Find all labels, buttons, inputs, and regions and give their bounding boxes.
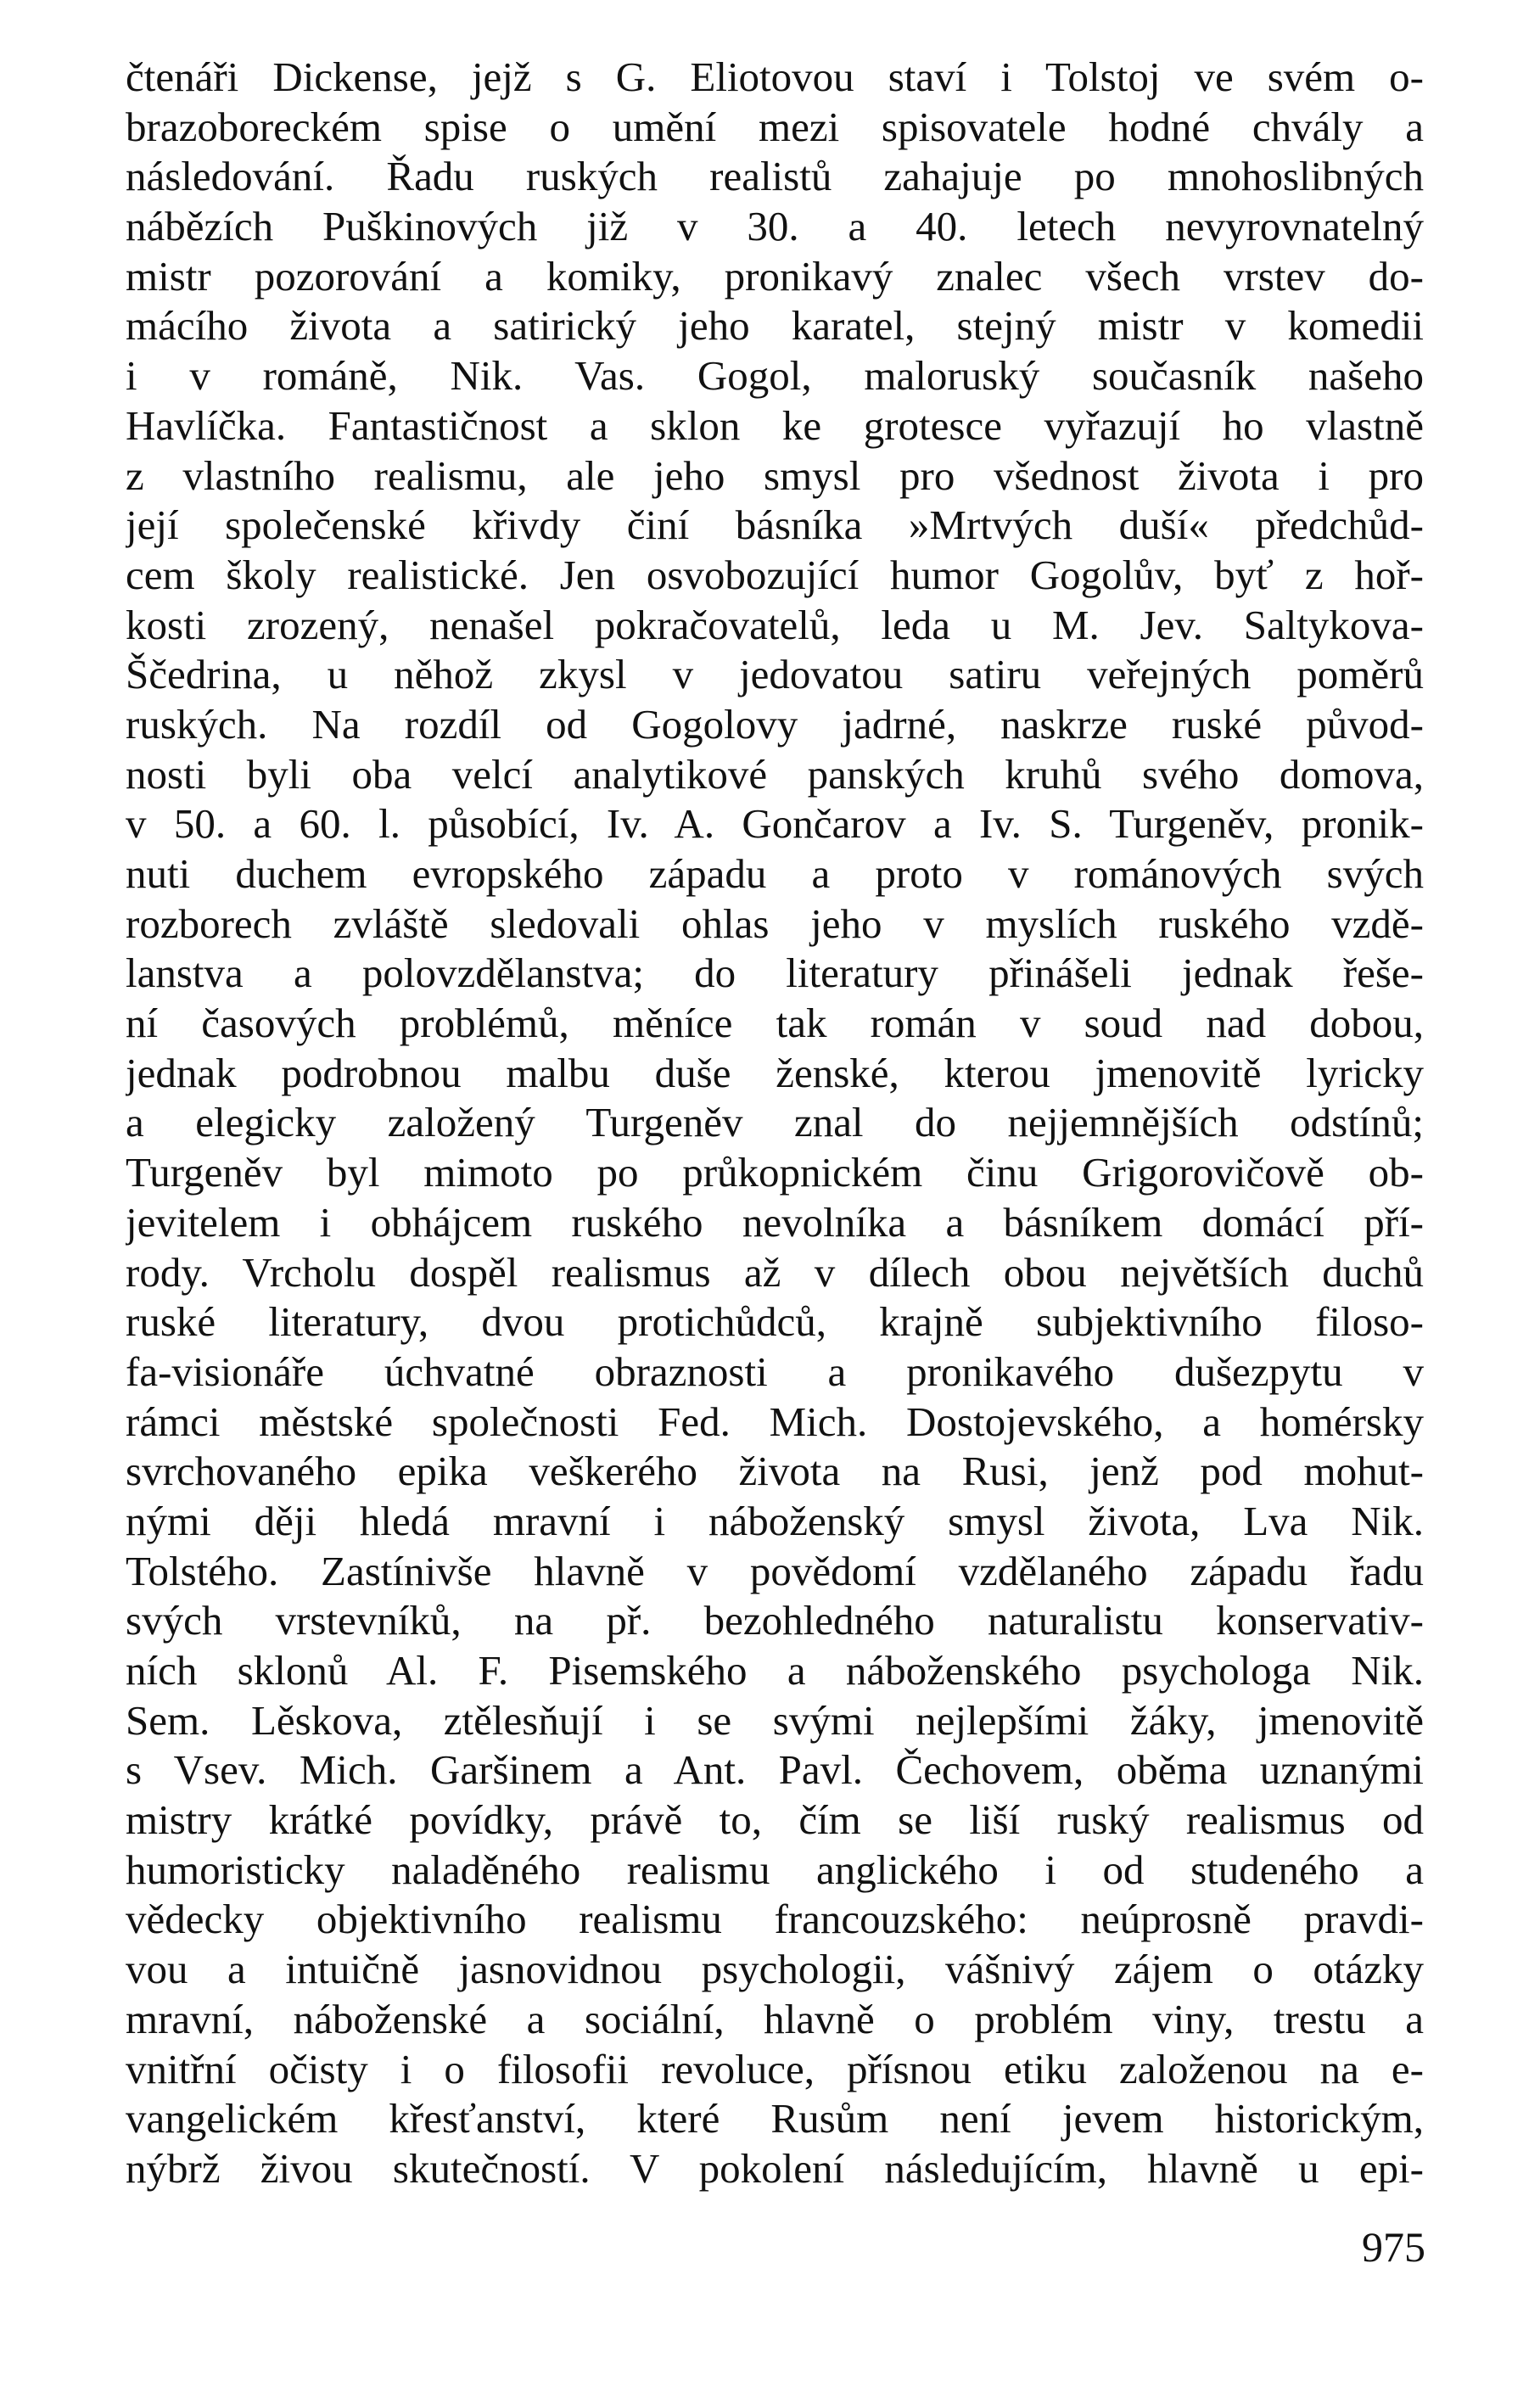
body-text [126, 53, 1424, 2194]
text-line: cem školy realistické. Jen osvobozující humor Gogolův, byť z hoř- [126, 551, 1424, 598]
text-line: vangelickém křesťanství, které Rusům není jevem historickým, [126, 2095, 1424, 2143]
text-line: nosti byli oba velcí analytikové panských kruhů svého domova, [126, 750, 1424, 798]
text-line: lanstva a polovzdělanstva; do literatury přinášeli jednak řeše- [126, 949, 1424, 997]
text-line: z vlastního realismu, ale jeho smysl pro všednost života i pro [126, 451, 1424, 499]
text-line: svých vrstevníků, na př. bezohledného naturalistu konservativ- [126, 1597, 1424, 1644]
text-line: mácího života a satirický jeho karatel, stejný mistr v komedii [126, 302, 1424, 350]
page-number: 975 [1362, 2223, 1425, 2271]
text-line: mistry krátké povídky, právě to, čím se liší ruský realismus od [126, 1796, 1424, 1844]
text-line: vnitřní očisty i o filosofii revoluce, přísnou etiku založenou na e- [126, 2045, 1424, 2092]
text-line: jednak podrobnou malbu duše ženské, kterou jmenovitě lyricky [126, 1049, 1424, 1096]
text-line: ní časových problémů, měníce tak román v soud nad dobou, [126, 1000, 1424, 1047]
text-line: mravní, náboženské a sociální, hlavně o problém viny, trestu a [126, 1995, 1424, 2042]
text-line: Turgeněv byl mimoto po průkopnickém činu Grigorovičově ob- [126, 1149, 1424, 1196]
text-line: svrchovaného epika veškerého života na Rusi, jenž pod mohut- [126, 1448, 1424, 1495]
text-line: čtenáři Dickense, jejž s G. Eliotovou staví i Tolstoj ve svém o- [126, 53, 1424, 100]
text-line: Tolstého. Zastínivše hlavně v povědomí vzdělaného západu řadu [126, 1547, 1424, 1594]
text-line: nuti duchem evropského západu a proto v románových svých [126, 850, 1424, 897]
text-line: ních sklonů Al. F. Pisemského a náboženského psychologa Nik. [126, 1647, 1424, 1694]
text-line: jevitelem i obhájcem ruského nevolníka a básníkem domácí pří- [126, 1198, 1424, 1246]
text-line: s Vsev. Mich. Garšinem a Ant. Pavl. Čechovem, oběma uznanými [126, 1746, 1424, 1794]
text-line: kosti zrozený, nenašel pokračovatelů, leda u M. Jev. Saltykova- [126, 601, 1424, 648]
text-line: vědecky objektivního realismu francouzského: neúprosně pravdi- [126, 1896, 1424, 1943]
text-line: nábězích Puškinových již v 30. a 40. letech nevyrovnatelný [126, 203, 1424, 250]
text-line: ruské literatury, dvou protichůdců, krajně subjektivního filoso- [126, 1298, 1424, 1346]
text-line: nýbrž živou skutečností. V pokolení následujícím, hlavně u epi- [126, 2144, 1424, 2192]
text-line: humoristicky naladěného realismu anglického i od studeného a [126, 1846, 1424, 1893]
text-line: mistr pozorování a komiky, pronikavý znalec všech vrstev do- [126, 252, 1424, 300]
text-line: brazoboreckém spise o umění mezi spisovatele hodné chvály a [126, 103, 1424, 150]
text-line: a elegicky založený Turgeněv znal do nejjemnějších odstínů; [126, 1099, 1424, 1146]
text-line: Havlíčka. Fantastičnost a sklon ke grotesce vyřazují ho vlastně [126, 401, 1424, 449]
text-line: nými ději hledá mravní i náboženský smysl života, Lva Nik. [126, 1497, 1424, 1544]
text-line: vou a intuičně jasnovidnou psychologii, vášnivý zájem o otázky [126, 1946, 1424, 1993]
text-line: rozborech zvláště sledovali ohlas jeho v myslích ruského vzdě- [126, 899, 1424, 947]
text-line: i v románě, Nik. Vas. Gogol, maloruský současník našeho [126, 352, 1424, 400]
text-line: v 50. a 60. l. působící, Iv. A. Gončarov a Iv. S. Turgeněv, pronik- [126, 800, 1424, 848]
text-line: fa-visionáře úchvatné obraznosti a pronikavého dušezpytu v [126, 1347, 1424, 1395]
text-line: rody. Vrcholu dospěl realismus až v dílech obou největších duchů [126, 1248, 1424, 1296]
text-line: Ščedrina, u něhož zkysl v jedovatou satiru veřejných poměrů [126, 651, 1424, 698]
text-line: následování. Řadu ruských realistů zahajuje po mnohoslibných [126, 153, 1424, 200]
text-line: její společenské křivdy činí básníka »Mrtvých duší« předchůd- [126, 501, 1424, 549]
text-line: rámci městské společnosti Fed. Mich. Dostojevského, a homérsky [126, 1398, 1424, 1445]
text-line: Sem. Lěskova, ztělesňují i se svými nejlepšími žáky, jmenovitě [126, 1696, 1424, 1744]
text-line: ruských. Na rozdíl od Gogolovy jadrné, naskrze ruské původ- [126, 700, 1424, 748]
